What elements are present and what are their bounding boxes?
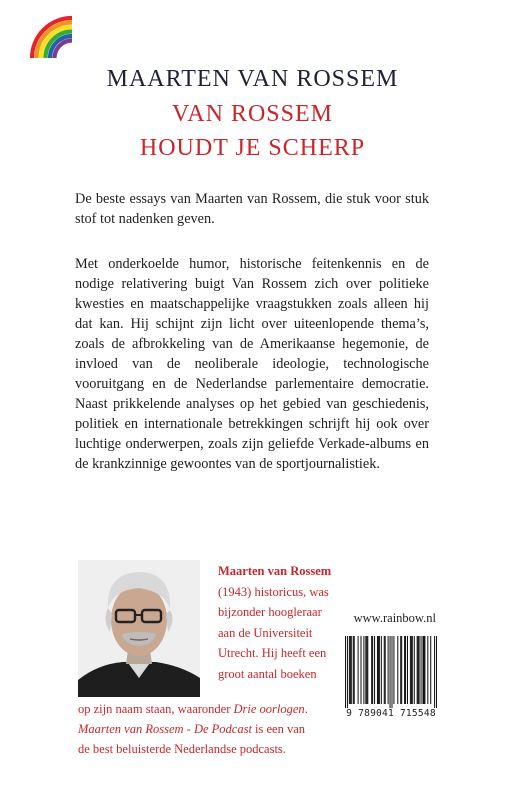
barcode-bar xyxy=(400,636,401,704)
barcode-bar xyxy=(354,636,355,704)
barcode-bar xyxy=(353,636,354,704)
isbn-barcode xyxy=(345,636,437,708)
barcode-bar xyxy=(358,636,359,704)
barcode-bar xyxy=(411,636,412,704)
barcode-bar xyxy=(347,636,348,708)
rainbow-logo-icon xyxy=(28,14,74,60)
barcode-bar xyxy=(430,636,431,704)
barcode-bar xyxy=(423,636,424,704)
barcode-bar xyxy=(421,636,422,704)
barcode-bar xyxy=(434,636,435,708)
book-title-line-2: HOUDT JE SCHERP xyxy=(139,135,366,161)
author-bio-books-prefix: op zijn naam staan, waaronder xyxy=(78,702,234,716)
barcode-bar xyxy=(384,636,385,704)
barcode-bar xyxy=(363,636,364,704)
book-title-line-1: VAN ROSSEM xyxy=(172,101,333,127)
barcode-bar xyxy=(391,636,392,708)
barcode-bar xyxy=(422,636,423,704)
barcode-bar xyxy=(372,636,373,704)
author-bio-line-podcast xyxy=(78,719,340,740)
barcode-bar xyxy=(367,636,368,704)
isbn-barcode-digits: 9 789041 715548 xyxy=(346,708,436,719)
barcode-bar xyxy=(401,636,402,704)
barcode-bar xyxy=(378,636,379,704)
barcode-bar xyxy=(427,636,428,704)
author-bio-podcast-suffix: is een van xyxy=(251,722,306,736)
barcode-bar xyxy=(414,636,415,704)
barcode-bar xyxy=(345,636,346,708)
blurb-intro-paragraph: De beste essays van Maarten van Rossem, die stuk voor stuk stof tot nadenken geven. xyxy=(75,191,429,227)
barcode-bar xyxy=(418,636,419,704)
barcode-bar xyxy=(397,636,398,704)
barcode-bar xyxy=(404,636,405,704)
barcode-bar xyxy=(377,636,378,704)
barcode-bar xyxy=(350,636,351,704)
blurb-main-paragraph: Met onderkoelde humor, historische feitenkennis en de nodige relativering buigt Van Rossem zich over politieke kwesties en maatschappelijke vraagstukken zoals alleen hij dat kan. Hij schijnt zijn licht over uiteenlopende thema’s, zoals de afbrokkeling van de Amerikaanse hegemonie, de invloed van de neoliberale ideologie, technologische vooruitgang en de Nederlandse parlementaire democratie. Naast prikkelende analyses op het gebied van geschiedenis, politiek en internationale betrekkingen schrijft hij ook over luchtige onderwerpen, zoals zijn geliefde Verkade-albums en de krankzinnige gewoontes van de sportjournalistiek. xyxy=(75,256,429,472)
author-bio-name: Maarten van Rossem xyxy=(218,564,332,578)
author-bio-podcast-title: Maarten van Rossem - De Podcast xyxy=(78,722,252,736)
barcode-bar xyxy=(410,636,411,704)
publisher-website: www.rainbow.nl xyxy=(353,611,436,625)
author-bio-books-suffix: . xyxy=(304,702,308,716)
barcode-bar xyxy=(419,636,420,704)
barcode-bar xyxy=(379,636,380,704)
barcode-bar xyxy=(371,636,372,704)
barcode-bar xyxy=(351,636,352,704)
barcode-bar xyxy=(388,636,389,704)
barcode-bar xyxy=(360,636,361,704)
barcode-bar xyxy=(436,636,437,708)
barcode-bar xyxy=(374,636,375,704)
author-bio-text xyxy=(218,561,338,684)
barcode-bar xyxy=(390,636,391,708)
author-bio-line-books xyxy=(78,699,340,720)
barcode-bar xyxy=(405,636,406,704)
barcode-bar xyxy=(412,636,413,704)
barcode-bar xyxy=(424,636,425,704)
author-bio-book-title: Drie oorlogen xyxy=(233,702,305,716)
barcode-bar xyxy=(366,636,367,704)
author-bio-line-podcasts: de best beluisterde Nederlandse podcasts. xyxy=(78,742,286,756)
author-bio-line: (1943) historicus, was bijzonder hoogleraar aan de Universiteit Utrecht. Hij heeft een groot aantal boeken xyxy=(218,584,329,681)
barcode-bar xyxy=(393,636,394,704)
author-name-title: MAARTEN VAN ROSSEM xyxy=(106,66,399,92)
barcode-bar xyxy=(385,636,386,704)
author-portrait xyxy=(78,560,200,697)
barcode-bar xyxy=(381,636,382,704)
barcode-bar xyxy=(417,636,418,704)
barcode-bar xyxy=(349,636,350,704)
barcode-bar xyxy=(365,636,366,704)
barcode-bar xyxy=(407,636,408,704)
